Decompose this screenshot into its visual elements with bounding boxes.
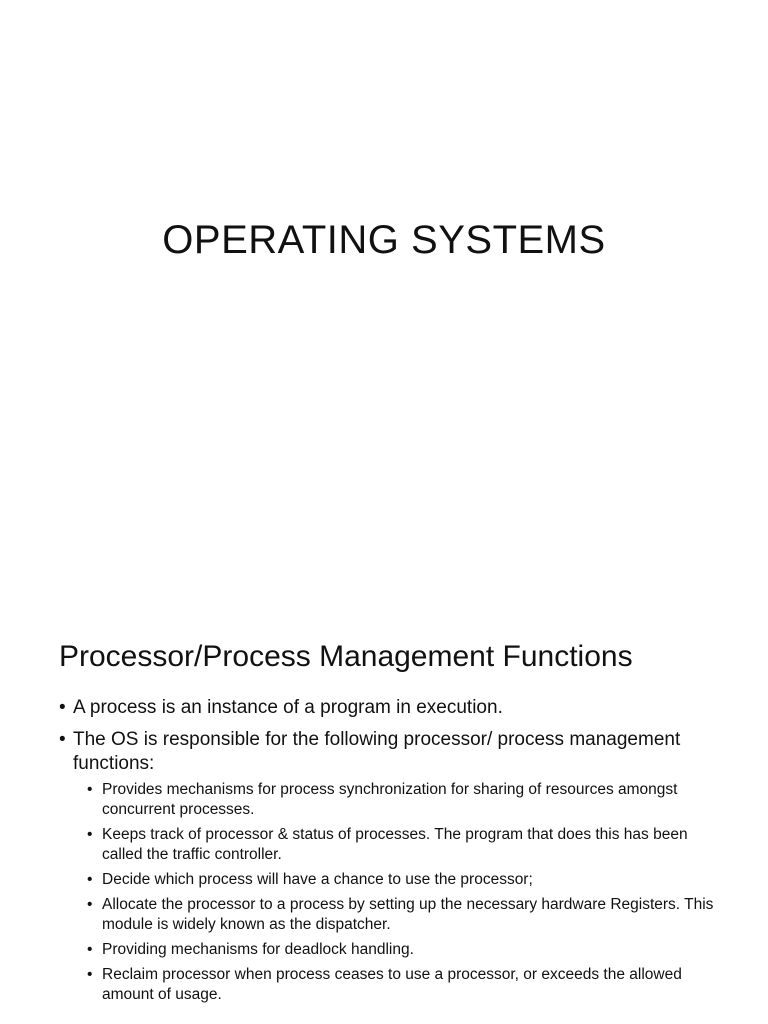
bullet-list [59,696,719,1013]
sub-bullet-item: • Reclaim processor when process ceases to use a processor, or exceeds the allowed amount of usage. [87,965,719,1005]
sub-bullet-list [73,780,719,1005]
bullet-text: A process is an instance of a program in execution. [73,697,503,718]
content-slide [0,576,768,1024]
sub-bullet-item: • Providing mechanisms for deadlock handling. [87,940,719,960]
sub-bullet-item: • Decide which process will have a chance to use the processor; [87,870,719,890]
slide-title: OPERATING SYSTEMS [162,218,606,262]
bullet-text: The OS is responsible for the following processor/ process management functions: [73,729,681,774]
slide-heading: Processor/Process Management Functions [59,640,633,673]
bullet-item [59,728,719,1005]
sub-bullet-item: • Allocate the processor to a process by setting up the necessary hardware Registers. This module is widely known as the dispatcher. [87,895,719,935]
bullet-item [59,696,719,720]
sub-bullet-item: • Keeps track of processor & status of processes. The program that does this has been called the traffic controller. [87,825,719,865]
sub-bullet-item: • Provides mechanisms for process synchronization for sharing of resources amongst concurrent processes. [87,780,719,820]
